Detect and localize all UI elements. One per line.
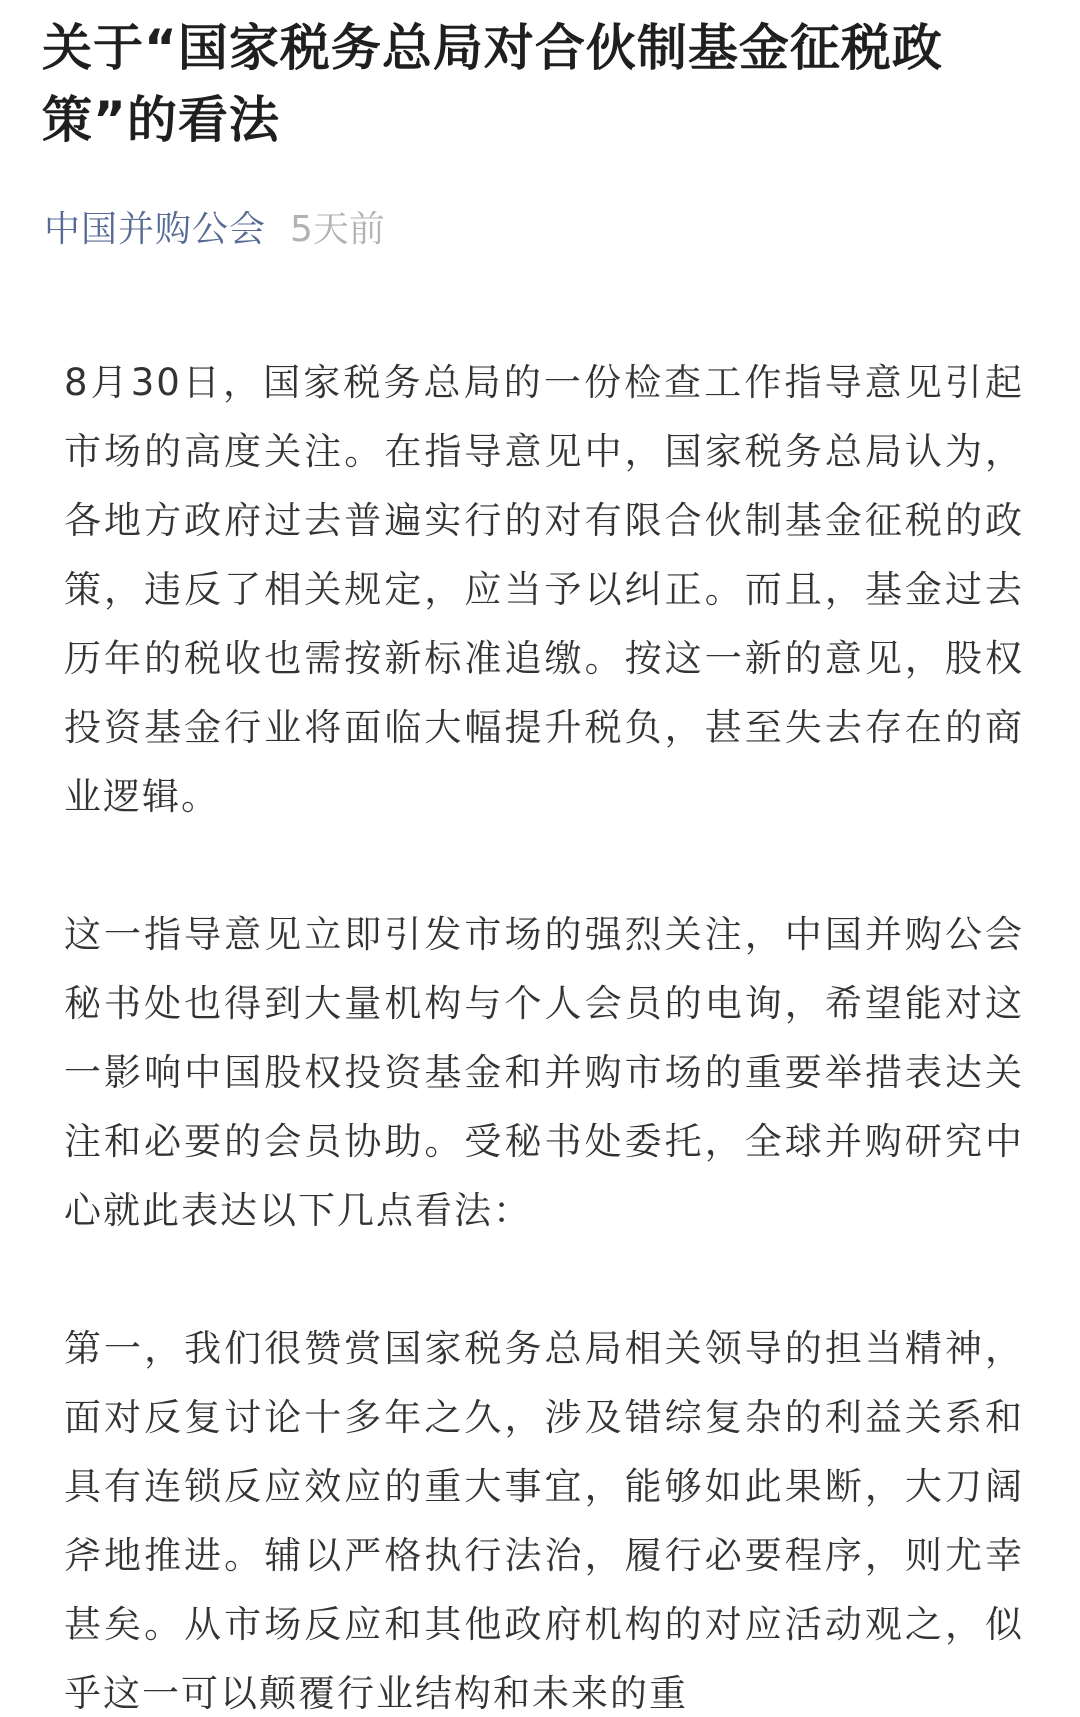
- publish-time: 5天前: [290, 209, 385, 250]
- article-meta: [44, 208, 385, 252]
- paragraph-1: 8月30日，国家税务总局的一份检查工作指导意见引起市场的高度关注。在指导意见中，国家税务总局认为，各地方政府过去普遍实行的对有限合伙制基金征税的政策，违反了相关规定，应当予以纠正。而且，基金过去历年的税收也需按新标准追缴。按这一新的意见，股权投资基金行业将面临大幅提升税负，甚至失去存在的商业逻辑。: [64, 361, 1024, 818]
- author-link[interactable]: 中国并购公会: [44, 209, 267, 250]
- paragraph-3: 第一，我们很赞赏国家税务总局相关领导的担当精神，面对反复讨论十多年之久，涉及错综复杂的利益关系和具有连锁反应效应的重大事宜，能够如此果断，大刀阔斧地推进。辅以严格执行法治，履行必要程序，则尤幸甚矣。从市场反应和其他政府机构的对应活动观之，似乎这一可以颠覆行业结构和未来的重: [64, 1327, 1024, 1715]
- paragraph-2: 这一指导意见立即引发市场的强烈关注，中国并购公会秘书处也得到大量机构与个人会员的电询，希望能对这一影响中国股权投资基金和并购市场的重要举措表达关注和必要的会员协助。受秘书处委托，全球并购研究中心就此表达以下几点看法：: [64, 913, 1024, 1232]
- article-title: 关于“国家税务总局对合伙制基金征税政策”的看法: [42, 19, 943, 149]
- article-body: [64, 348, 1024, 1717]
